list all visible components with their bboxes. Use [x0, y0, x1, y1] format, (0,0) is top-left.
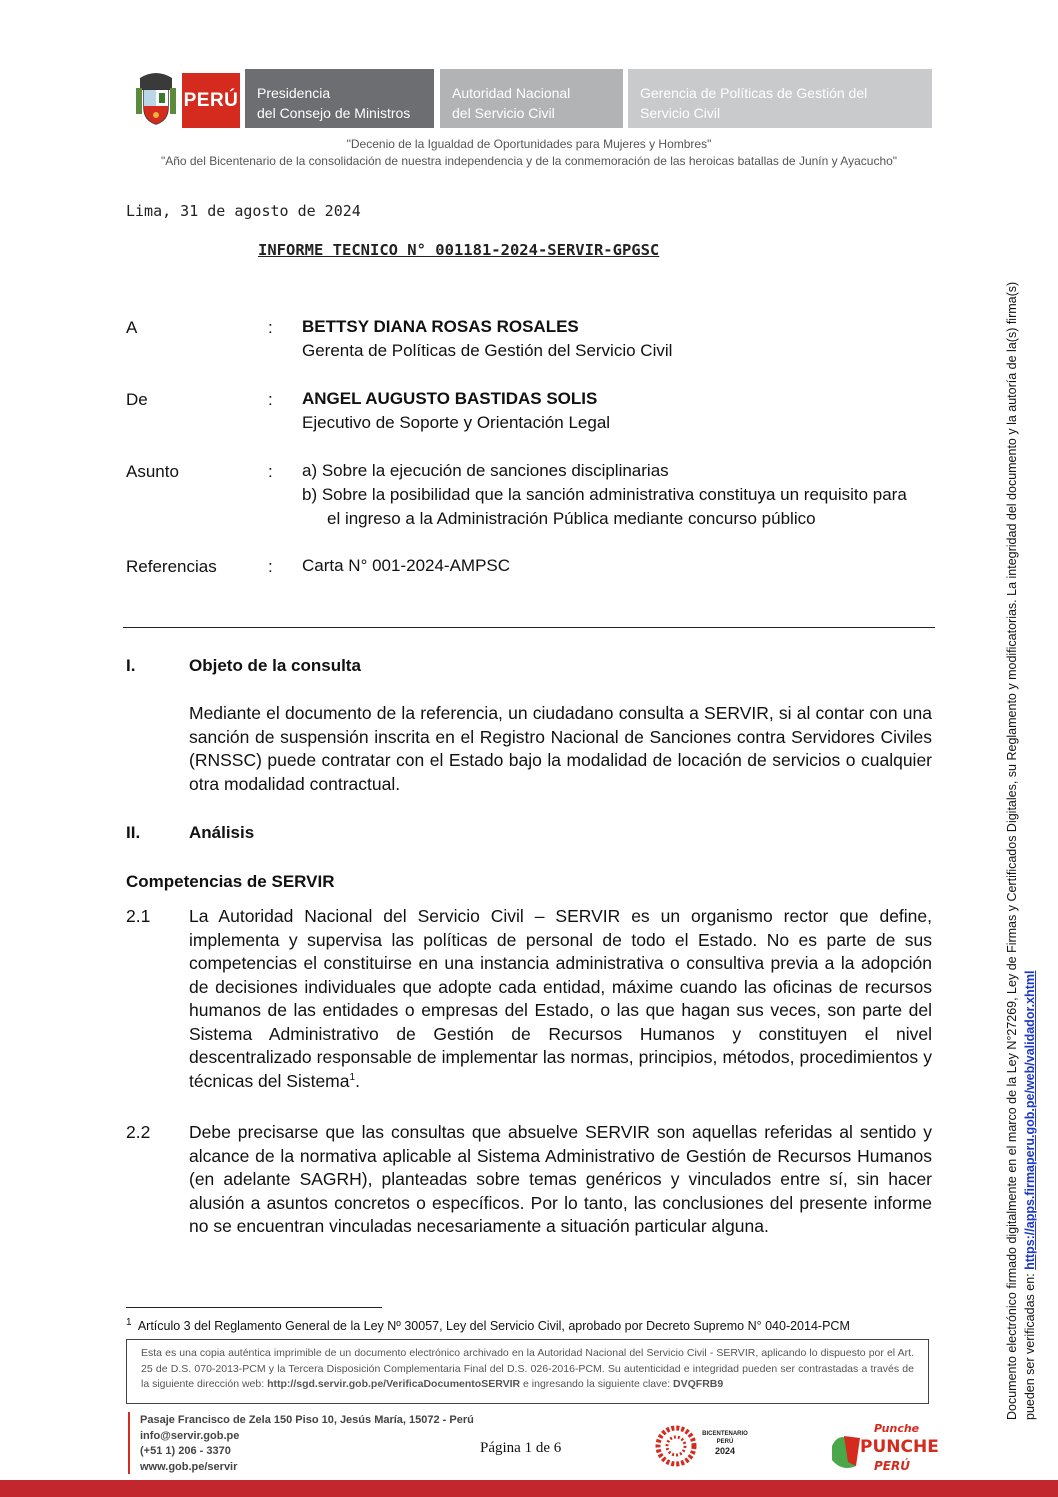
to-label: A [126, 318, 138, 337]
header-box-servir-line1: Autoridad Nacional [452, 85, 571, 101]
footnote-ref[interactable]: 1 [349, 1071, 356, 1083]
from-name: ANGEL AUGUSTO BASTIDAS SOLIS [302, 389, 598, 408]
header-box-servir [440, 69, 623, 128]
section-2-title: Análisis [189, 823, 255, 842]
verification-url[interactable]: http://sgd.servir.gob.pe/VerificaDocumentoSERVIR [267, 1378, 521, 1390]
notice-text: Esta es una copia auténtica imprimible de un documento electrónico archivado en la Autoridad Nacional del Servicio Civil - SERVIR, aplicando lo dispuesto por el Art. 25 de D.S. 070-2013-PCM y la Tercera Disposición Complementaria Final del D.S. 026-2016-PCM. Su autenticidad e integridad pueden ser contrastadas a través de la siguiente dirección web: [141, 1347, 914, 1390]
from-colon: : [268, 390, 273, 409]
svg-text:PERÚ: PERÚ [874, 1459, 910, 1473]
to-block [302, 315, 672, 363]
digital-signature-note [1003, 220, 1039, 1420]
subsection-title: Competencias de SERVIR [126, 872, 335, 891]
from-role: Ejecutivo de Soporte y Orientación Legal [302, 413, 611, 432]
signature-note-prefix: pueden ser verificadas en: [1023, 1269, 1037, 1420]
bicentenario-logo-icon [654, 1424, 698, 1473]
subject-item-a: a) Sobre la ejecución de sanciones disciplinarias [302, 461, 669, 480]
para-2-1-number: 2.1 [126, 906, 151, 926]
to-role: Gerenta de Políticas de Gestión del Servicio Civil [302, 341, 673, 360]
footer-accent-bar [128, 1412, 130, 1474]
bicentenario-label: BICENTENARIO [702, 1431, 748, 1437]
footer-bottom-bar [0, 1480, 1058, 1497]
ref-value: Carta N° 001-2024-AMPSC [302, 556, 511, 575]
from-block [302, 387, 610, 435]
footer-email[interactable]: info@servir.gob.pe [140, 1429, 240, 1442]
svg-text:Punche: Punche [874, 1422, 920, 1435]
notice-middle: e ingresando la siguiente clave: [520, 1378, 674, 1390]
from-label: De [126, 390, 148, 409]
punche-peru-logo-icon [826, 1418, 939, 1479]
subject-colon: : [268, 462, 273, 481]
peru-logo: PERÚ [182, 73, 240, 128]
footer-address-block [140, 1413, 474, 1475]
footer-phone: (+51 1) 206 - 3370 [140, 1445, 231, 1457]
para-2-1-text: La Autoridad Nacional del Servicio Civil – SERVIR es un organismo rector que define, implementa y supervisa las políticas de personal de todo el Estado. No es parte de sus competencias el constituirse en una instancia administrativa o consultiva previa a la adopción de decisiones individuales que adopte cada entidad, máxime cuando las oficinas de recursos humanos de las entidades o empresas del Estado, o las que hagan sus veces, son parte del Sistema Administrativo de Gestión de Recursos Humanos y constituyen el nivel descentralizado responsable de implementar las normas, principios, métodos, procedimientos y técnicas del Sistema [189, 906, 932, 1091]
para-2-1 [189, 905, 932, 1093]
motto-decade: "Decenio de la Igualdad de Oportunidades para Mujeres y Hombres" [346, 137, 712, 151]
bicentenario-country: PERÚ [716, 1439, 734, 1445]
section-1-title: Objeto de la consulta [189, 656, 361, 675]
footnote-number: 1 [126, 1316, 132, 1328]
header-box-gerencia [628, 69, 932, 128]
header-box-servir-line2: del Servicio Civil [452, 105, 555, 121]
verification-key: DVQFRB9 [673, 1378, 724, 1390]
footer-web[interactable]: www.gob.pe/servir [140, 1460, 238, 1473]
header-box-pcm-line1: Presidencia [257, 85, 331, 101]
section-1-text: Mediante el documento de la referencia, un ciudadano consulta a SERVIR, si al contar con una sanción de suspensión inscrita en el Registro Nacional de Sanciones contra Servidores Civiles (RNSSC) puede contratar con el Estado bajo la modalidad de locación de servicios o cualquier otra modalidad contractual. [189, 703, 932, 794]
ref-colon: : [268, 557, 273, 576]
header-box-pcm [245, 69, 434, 128]
signature-note-line1: Documento electrónico firmado digitalmente en el marco de la Ley N°27269, Ley de Firmas y Certificados Digitales, su Reglamento y modificatorias. La integridad del documento y la autoría de la(s) firma(s) [1005, 281, 1019, 1420]
signature-note-line2 [1021, 220, 1039, 1420]
section-2-number: II. [126, 823, 141, 842]
subject-label: Asunto [126, 462, 179, 481]
subject-block [302, 459, 907, 531]
section-1-number: I. [126, 656, 136, 675]
page-number: Página 1 de 6 [480, 1440, 562, 1456]
para-2-1-end: . [355, 1070, 360, 1091]
signature-validator-link[interactable]: https://apps.firmaperu.gob.pe/web/validador.xhtml [1023, 970, 1037, 1270]
subject-item-b: b) Sobre la posibilidad que la sanción administrativa constituya un requisito para [302, 485, 907, 504]
document-title: INFORME TECNICO N° 001181-2024-SERVIR-GPGSC [258, 241, 660, 259]
header-box-gerencia-line2: Servicio Civil [640, 105, 721, 121]
document-date: Lima, 31 de agosto de 2024 [126, 202, 361, 220]
subject-item-b-cont: el ingreso a la Administración Pública mediante concurso público [327, 509, 816, 528]
footer-address: Pasaje Francisco de Zela 150 Piso 10, Jesús María, 15072 - Perú [140, 1414, 474, 1426]
to-colon: : [268, 318, 273, 337]
to-name: BETTSY DIANA ROSAS ROSALES [302, 317, 579, 336]
para-2-2-number: 2.2 [126, 1122, 151, 1142]
para-2-2: Debe precisarse que las consultas que absuelve SERVIR son aquellas referidas al sentido y alcance de la normativa aplicable al Sistema Administrativo de Gestión de Recursos Humanos (en adelante SAGRH), planteadas sobre temas genéricos y vinculados entre sí, sin hacer alusión a asuntos concretos o específicos. Por lo tanto, las conclusiones del presente informe no se encuentran vinculadas necesariamente a situación particular alguna. [189, 1122, 932, 1236]
svg-text:PUNCHE: PUNCHE [860, 1437, 939, 1457]
bicentenario-text [702, 1430, 748, 1456]
bicentenario-year: 2024 [714, 1446, 736, 1456]
footnote-text: Artículo 3 del Reglamento General de la Ley Nº 30057, Ley del Servicio Civil, aprobado por Decreto Supremo N° 040-2014-PCM [137, 1319, 850, 1333]
ref-label: Referencias [126, 557, 217, 576]
footnote [126, 1316, 850, 1333]
motto-year: "Año del Bicentenario de la consolidación de nuestra independencia y de la conmemoración de las heroicas batallas de Junín y Ayacucho" [160, 154, 898, 168]
authenticity-notice [126, 1339, 929, 1404]
header-box-gerencia-line1: Gerencia de Políticas de Gestión del [640, 85, 868, 101]
header-box-pcm-line2: del Consejo de Ministros [257, 105, 411, 121]
footnote-rule [126, 1307, 382, 1308]
divider [123, 627, 935, 628]
peru-coat-of-arms-icon [134, 70, 178, 128]
